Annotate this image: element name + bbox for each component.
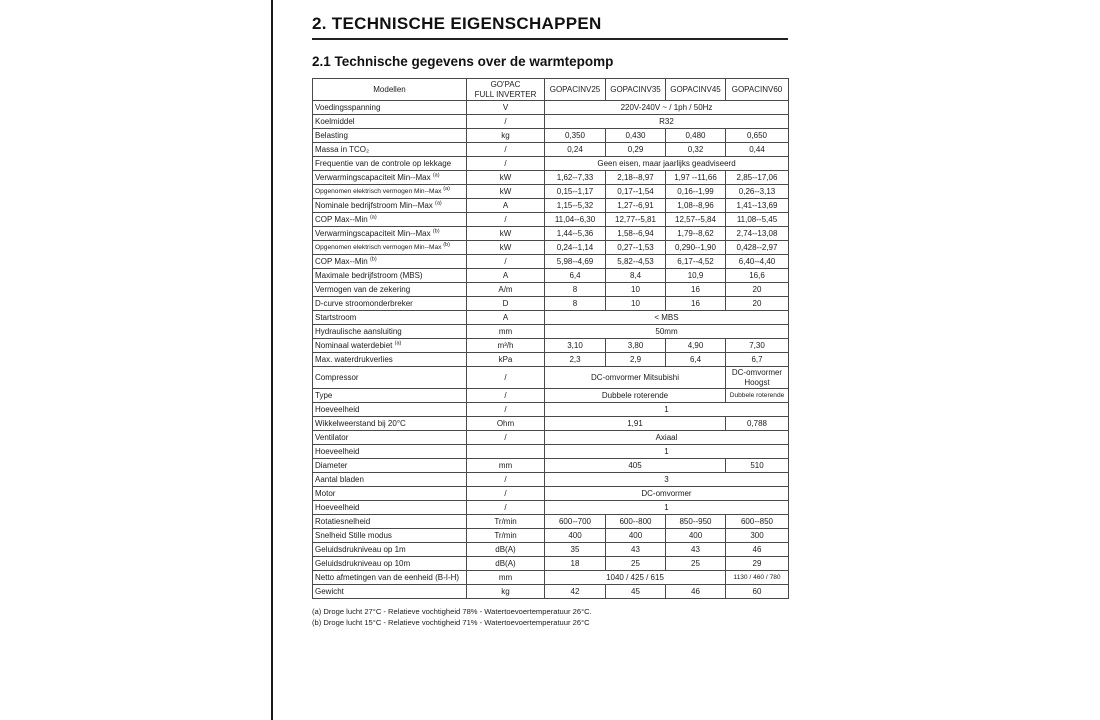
row-unit: / <box>467 403 545 417</box>
row-value: 6,17--4,52 <box>666 255 726 269</box>
footnote-marker: (b) <box>443 241 450 248</box>
row-label: Vermogen van de zekering <box>313 283 467 297</box>
row-value: 10 <box>606 283 666 297</box>
row-value: 5,82--4,53 <box>606 255 666 269</box>
row-value: DC-omvormer Hoogst <box>726 367 789 389</box>
col-header-model-gopacinv35: GOPACINV35 <box>606 79 666 101</box>
row-value: 2,9 <box>606 353 666 367</box>
row-value: 3,10 <box>545 339 606 353</box>
row-value: 29 <box>726 557 789 571</box>
row-value: 1,27--6,91 <box>606 199 666 213</box>
row-value: 12,77--5,81 <box>606 213 666 227</box>
row-unit: V <box>467 101 545 115</box>
spec-row <box>313 501 789 515</box>
row-value: 1 <box>545 501 789 515</box>
row-value: 16 <box>666 283 726 297</box>
row-value: 46 <box>666 585 726 599</box>
spec-row <box>313 515 789 529</box>
spec-row <box>313 367 789 389</box>
row-value: 1,08--8,96 <box>666 199 726 213</box>
row-value: 850--950 <box>666 515 726 529</box>
spec-row <box>313 353 789 367</box>
row-value: 0,24 <box>545 143 606 157</box>
row-value: 8,4 <box>606 269 666 283</box>
row-label: Compressor <box>313 367 467 389</box>
row-label: D-curve stroomonderbreker <box>313 297 467 311</box>
section-title: 2. TECHNISCHE EIGENSCHAPPEN <box>312 14 602 33</box>
spec-row <box>313 101 789 115</box>
spec-row <box>313 255 789 269</box>
row-value: R32 <box>545 115 789 129</box>
row-value: 46 <box>726 543 789 557</box>
row-value: 1,15--5,32 <box>545 199 606 213</box>
row-label: Geluidsdrukniveau op 1m <box>313 543 467 557</box>
footnotes <box>312 607 790 628</box>
row-value: 0,430 <box>606 129 666 143</box>
spec-row <box>313 157 789 171</box>
row-value: 400 <box>666 529 726 543</box>
row-label: Verwarmingscapaciteit Min--Max $^{(a)}$ <box>313 171 467 185</box>
col-header-model-gopacinv45: GOPACINV45 <box>666 79 726 101</box>
row-label: Snelheid Stille modus <box>313 529 467 543</box>
row-value: 50mm <box>545 325 789 339</box>
spec-table <box>312 78 789 599</box>
row-value: 7,30 <box>726 339 789 353</box>
row-label: Type <box>313 389 467 403</box>
row-value: 2,18--8,97 <box>606 171 666 185</box>
row-value: 11,04--6,30 <box>545 213 606 227</box>
brand-line-2: FULL INVERTER <box>474 89 537 99</box>
row-unit: / <box>467 213 545 227</box>
row-label: Motor <box>313 487 467 501</box>
row-value: 0,650 <box>726 129 789 143</box>
row-label: COP Max--Min $^{(a)}$ <box>313 213 467 227</box>
row-label: Hoeveelheid <box>313 403 467 417</box>
spec-row <box>313 115 789 129</box>
row-unit: A <box>467 269 545 283</box>
subsection-title: 2.1 Technische gegevens over de warmtepomp <box>312 54 614 69</box>
row-value: 0,44 <box>726 143 789 157</box>
row-value: 1,79--8,62 <box>666 227 726 241</box>
row-unit: kg <box>467 585 545 599</box>
page-content <box>312 6 790 628</box>
row-value: 3,80 <box>606 339 666 353</box>
row-value: 11,08--5,45 <box>726 213 789 227</box>
row-label: Hoeveelheid <box>313 501 467 515</box>
row-value: 6,7 <box>726 353 789 367</box>
row-value: 1130 / 460 / 780 <box>726 571 789 585</box>
spec-row <box>313 269 789 283</box>
row-unit: / <box>467 157 545 171</box>
spec-row <box>313 129 789 143</box>
spec-row <box>313 389 789 403</box>
row-value: 6,4 <box>666 353 726 367</box>
spec-row <box>313 283 789 297</box>
row-value: 12,57--5,84 <box>666 213 726 227</box>
row-label: Voedingsspanning <box>313 101 467 115</box>
row-value: 35 <box>545 543 606 557</box>
row-value: 0,290--1,90 <box>666 241 726 255</box>
row-unit: kW <box>467 241 545 255</box>
row-value: 6,40--4,40 <box>726 255 789 269</box>
title-underline <box>312 38 788 40</box>
spec-row <box>313 473 789 487</box>
spec-row <box>313 403 789 417</box>
row-unit: A <box>467 199 545 213</box>
spec-row <box>313 585 789 599</box>
row-unit: / <box>467 431 545 445</box>
row-value: 5,98--4,69 <box>545 255 606 269</box>
footnote-marker: (b) <box>432 228 440 235</box>
col-header-model-gopacinv25: GOPACINV25 <box>545 79 606 101</box>
row-unit: kW <box>467 171 545 185</box>
row-unit: m³/h <box>467 339 545 353</box>
row-label: Geluidsdrukniveau op 10m <box>313 557 467 571</box>
row-value: 6,4 <box>545 269 606 283</box>
row-value: 8 <box>545 283 606 297</box>
row-label: Ventilator <box>313 431 467 445</box>
footnote-b: (b) Droge lucht 15°C - Relatieve vochtigheid 71% - Watertoevoertemperatuur 26°C <box>312 617 590 627</box>
row-value: 43 <box>666 543 726 557</box>
row-label: Gewicht <box>313 585 467 599</box>
row-value: 1,97 --11,66 <box>666 171 726 185</box>
row-value: 405 <box>545 459 726 473</box>
row-value: 1,62--7,33 <box>545 171 606 185</box>
row-value: Dubbele roterende <box>726 389 789 403</box>
row-unit: Ohm <box>467 417 545 431</box>
row-value: 0,16--1,99 <box>666 185 726 199</box>
row-label: Wikkelweerstand bij 20°C <box>313 417 467 431</box>
row-unit: / <box>467 501 545 515</box>
page-border-line <box>271 0 273 720</box>
row-value: 0,29 <box>606 143 666 157</box>
row-value: 0,480 <box>666 129 726 143</box>
row-unit: / <box>467 389 545 403</box>
spec-row <box>313 325 789 339</box>
row-value: 400 <box>545 529 606 543</box>
row-label: Massa in TCO₂ <box>313 143 467 157</box>
row-unit: dB(A) <box>467 543 545 557</box>
row-value: 18 <box>545 557 606 571</box>
spec-row <box>313 311 789 325</box>
row-label: Frequentie van de controle op lekkage <box>313 157 467 171</box>
row-unit: A/m <box>467 283 545 297</box>
row-value: 600--850 <box>726 515 789 529</box>
row-value: 42 <box>545 585 606 599</box>
row-value: Dubbele roterende <box>545 389 726 403</box>
spec-row <box>313 339 789 353</box>
row-value: 2,74--13,08 <box>726 227 789 241</box>
table-header-row <box>313 79 789 101</box>
row-unit: A <box>467 311 545 325</box>
row-value: 0,788 <box>726 417 789 431</box>
row-value: 8 <box>545 297 606 311</box>
row-label: Opgenomen elektrisch vermogen Min--Max $^{(b)}$ <box>313 241 467 255</box>
row-value: 400 <box>606 529 666 543</box>
row-value: 300 <box>726 529 789 543</box>
row-unit <box>467 445 545 459</box>
col-header-model-gopacinv60: GOPACINV60 <box>726 79 789 101</box>
row-value: 20 <box>726 297 789 311</box>
row-value: < MBS <box>545 311 789 325</box>
row-value: 0,350 <box>545 129 606 143</box>
row-value: 0,26--3,13 <box>726 185 789 199</box>
row-value: 0,15--1,17 <box>545 185 606 199</box>
row-label: Belasting <box>313 129 467 143</box>
row-value: 1 <box>545 403 789 417</box>
row-value: 1,41--13,69 <box>726 199 789 213</box>
spec-row <box>313 431 789 445</box>
row-label: Verwarmingscapaciteit Min--Max $^{(b)}$ <box>313 227 467 241</box>
brand-line-1: GO'PAC <box>490 80 521 89</box>
row-unit: dB(A) <box>467 557 545 571</box>
spec-row <box>313 297 789 311</box>
row-unit: kPa <box>467 353 545 367</box>
row-label: Nominaal waterdebiet $^{(a)}$ <box>313 339 467 353</box>
row-label: Hydraulische aansluiting <box>313 325 467 339</box>
row-value: 220V-240V ~ / 1ph / 50Hz <box>545 101 789 115</box>
row-label: Netto afmetingen van de eenheid (B-I-H) <box>313 571 467 585</box>
row-value: 1,58--6,94 <box>606 227 666 241</box>
row-value: 60 <box>726 585 789 599</box>
row-label: Diameter <box>313 459 467 473</box>
row-value: 2,3 <box>545 353 606 367</box>
row-label: Startstroom <box>313 311 467 325</box>
row-unit: / <box>467 473 545 487</box>
footnote-marker: (a) <box>435 200 442 207</box>
row-value: 10,9 <box>666 269 726 283</box>
row-value: 0,24--1,14 <box>545 241 606 255</box>
spec-row <box>313 213 789 227</box>
row-unit: kg <box>467 129 545 143</box>
row-value: 600--700 <box>545 515 606 529</box>
footnote-marker: (a) <box>443 185 450 192</box>
row-value: 2,85--17,06 <box>726 171 789 185</box>
row-unit: / <box>467 255 545 269</box>
footnote-marker: (a) <box>394 340 402 347</box>
row-label: Opgenomen elektrisch vermogen Min--Max $^{(a)}$ <box>313 185 467 199</box>
row-label: COP Max--Min $^{(b)}$ <box>313 255 467 269</box>
row-unit: / <box>467 143 545 157</box>
row-value: 16,6 <box>726 269 789 283</box>
row-value: 0,27--1,53 <box>606 241 666 255</box>
row-value: Geen eisen, maar jaarlijks geadviseerd <box>545 157 789 171</box>
col-header-brand <box>467 79 545 101</box>
spec-row <box>313 241 789 255</box>
row-value: 1,91 <box>545 417 726 431</box>
spec-row <box>313 487 789 501</box>
row-value: 1040 / 425 / 615 <box>545 571 726 585</box>
row-value: 0,32 <box>666 143 726 157</box>
row-value: 510 <box>726 459 789 473</box>
row-value: 10 <box>606 297 666 311</box>
row-value: 4,90 <box>666 339 726 353</box>
spec-row <box>313 459 789 473</box>
footnote-marker: (a) <box>369 214 377 221</box>
row-unit: Tr/min <box>467 515 545 529</box>
spec-row <box>313 143 789 157</box>
row-unit: mm <box>467 325 545 339</box>
row-value: 0,17--1,54 <box>606 185 666 199</box>
spec-row <box>313 529 789 543</box>
row-unit: / <box>467 115 545 129</box>
footnote-marker: (b) <box>369 256 377 263</box>
row-unit: kW <box>467 227 545 241</box>
spec-row <box>313 543 789 557</box>
spec-row <box>313 557 789 571</box>
row-value: 25 <box>606 557 666 571</box>
row-value: DC-omvormer <box>545 487 789 501</box>
row-value: DC-omvormer Mitsubishi <box>545 367 726 389</box>
row-value: 1 <box>545 445 789 459</box>
spec-row <box>313 417 789 431</box>
row-value: 45 <box>606 585 666 599</box>
row-value: 43 <box>606 543 666 557</box>
row-label: Max. waterdrukverlies <box>313 353 467 367</box>
row-value: 3 <box>545 473 789 487</box>
row-value: 600--800 <box>606 515 666 529</box>
row-unit: / <box>467 487 545 501</box>
footnote-a: (a) Droge lucht 27°C - Relatieve vochtigheid 78% - Watertoevoertemperatuur 26°C. <box>312 607 592 617</box>
row-unit: Tr/min <box>467 529 545 543</box>
row-label: Rotatiesnelheid <box>313 515 467 529</box>
spec-row <box>313 199 789 213</box>
spec-row <box>313 227 789 241</box>
footnote-marker: (a) <box>432 172 440 179</box>
row-unit: mm <box>467 459 545 473</box>
row-value: 25 <box>666 557 726 571</box>
row-unit: kW <box>467 185 545 199</box>
spec-row <box>313 571 789 585</box>
row-label: Koelmiddel <box>313 115 467 129</box>
row-label: Maximale bedrijfstroom (MBS) <box>313 269 467 283</box>
row-value: 20 <box>726 283 789 297</box>
col-header-modellen: Modellen <box>313 79 467 101</box>
row-unit: mm <box>467 571 545 585</box>
row-unit: / <box>467 367 545 389</box>
row-value: 1,44--5,36 <box>545 227 606 241</box>
row-value: 16 <box>666 297 726 311</box>
spec-row <box>313 171 789 185</box>
row-value: 0,428--2,97 <box>726 241 789 255</box>
row-value: Axiaal <box>545 431 789 445</box>
spec-row <box>313 445 789 459</box>
row-label: Hoeveelheid <box>313 445 467 459</box>
row-label: Aantal bladen <box>313 473 467 487</box>
row-label: Nominale bedrijfstroom Min--Max $^{(a)}$ <box>313 199 467 213</box>
spec-row <box>313 185 789 199</box>
row-unit: D <box>467 297 545 311</box>
